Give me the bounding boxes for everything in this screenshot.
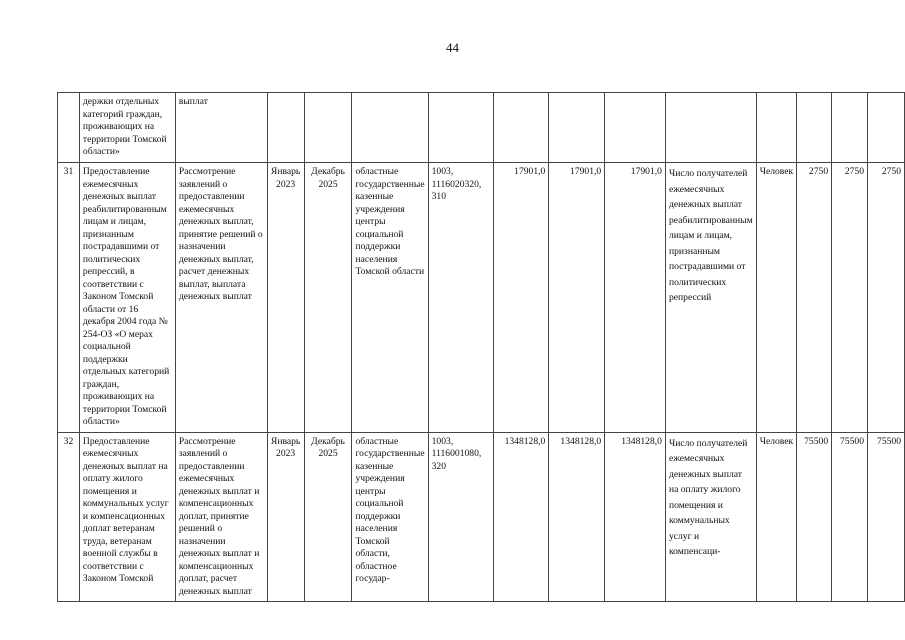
indicator-value: 75500 <box>832 432 868 602</box>
measure-name: Предоставление ежемесячных денежных выплат на оплату жилого помещения и коммунальных услуг и компенсационных доплат ветеранам труда, ветеранам военной службы в соответствии с Законом Томской <box>79 432 175 602</box>
indicator-value: 75500 <box>797 432 832 602</box>
budget-code: 1003, 1116020320, 310 <box>428 163 494 433</box>
indicator-name: Число получателей ежемесячных денежных выплат на оплату жилого помещения и коммунальных услуг и компенсаци- <box>665 432 756 602</box>
table-row <box>58 163 905 433</box>
measure-name: Предоставление ежемесячных денежных выплат реабилитированным лицам и лицам, признанным пострадавшими от политических репрессий, в соответствии с Законом Томской области от 16 декабря 2004 года № 254-ОЗ «О мерах социальной поддержки отдельных категорий граждан, проживающих на территории Томской области» <box>79 163 175 433</box>
measure-name: держки отдельных категорий граждан, проживающих на территории Томской области» <box>79 93 175 163</box>
end-date: Декабрь 2025 <box>304 163 352 433</box>
row-number <box>58 93 80 163</box>
funding-value: 1348128,0 <box>549 432 605 602</box>
executor: областные государственные казенные учреждения центры социальной поддержки населения Томской области, областное государ- <box>352 432 428 602</box>
program-table <box>57 92 905 602</box>
executor <box>352 93 428 163</box>
indicator-name <box>665 93 756 163</box>
end-date: Декабрь 2025 <box>304 432 352 602</box>
unit: Человек <box>756 163 796 433</box>
measure-content: выплат <box>175 93 267 163</box>
indicator-value: 2750 <box>832 163 868 433</box>
indicator-value <box>868 93 905 163</box>
unit <box>756 93 796 163</box>
funding-value <box>549 93 605 163</box>
funding-value: 1348128,0 <box>494 432 549 602</box>
indicator-value <box>797 93 832 163</box>
end-date <box>304 93 352 163</box>
row-number: 31 <box>58 163 80 433</box>
funding-value: 17901,0 <box>549 163 605 433</box>
indicator-value <box>832 93 868 163</box>
indicator-value: 75500 <box>868 432 905 602</box>
indicator-value: 2750 <box>868 163 905 433</box>
table-row <box>58 432 905 602</box>
measure-content: Рассмотрение заявлений о предоставлении ежемесячных денежных выплат и компенсационных доплат, принятие решений о назначении денежных выплат и компенсационных доплат, расчет денежных выплат <box>175 432 267 602</box>
indicator-name: Число получателей ежемесячных денежных выплат реабилитированным лицам и лицам, признанным пострадавшими от политических репрессий <box>665 163 756 433</box>
start-date <box>267 93 304 163</box>
indicator-value: 2750 <box>797 163 832 433</box>
unit: Человек <box>756 432 796 602</box>
budget-code <box>428 93 494 163</box>
row-number: 32 <box>58 432 80 602</box>
budget-code: 1003, 1116001080, 320 <box>428 432 494 602</box>
start-date: Январь 2023 <box>267 163 304 433</box>
funding-value: 17901,0 <box>494 163 549 433</box>
funding-value <box>494 93 549 163</box>
funding-value: 1348128,0 <box>605 432 666 602</box>
funding-value <box>605 93 666 163</box>
funding-value: 17901,0 <box>605 163 666 433</box>
executor: областные государственные казенные учреждения центры социальной поддержки населения Томской области <box>352 163 428 433</box>
measure-content: Рассмотрение заявлений о предоставлении ежемесячных денежных выплат, принятие решений о назначении денежных выплат, расчет денежных выплат, выплата денежных выплат <box>175 163 267 433</box>
table-row <box>58 93 905 163</box>
start-date: Январь 2023 <box>267 432 304 602</box>
page-number: 44 <box>446 40 459 55</box>
